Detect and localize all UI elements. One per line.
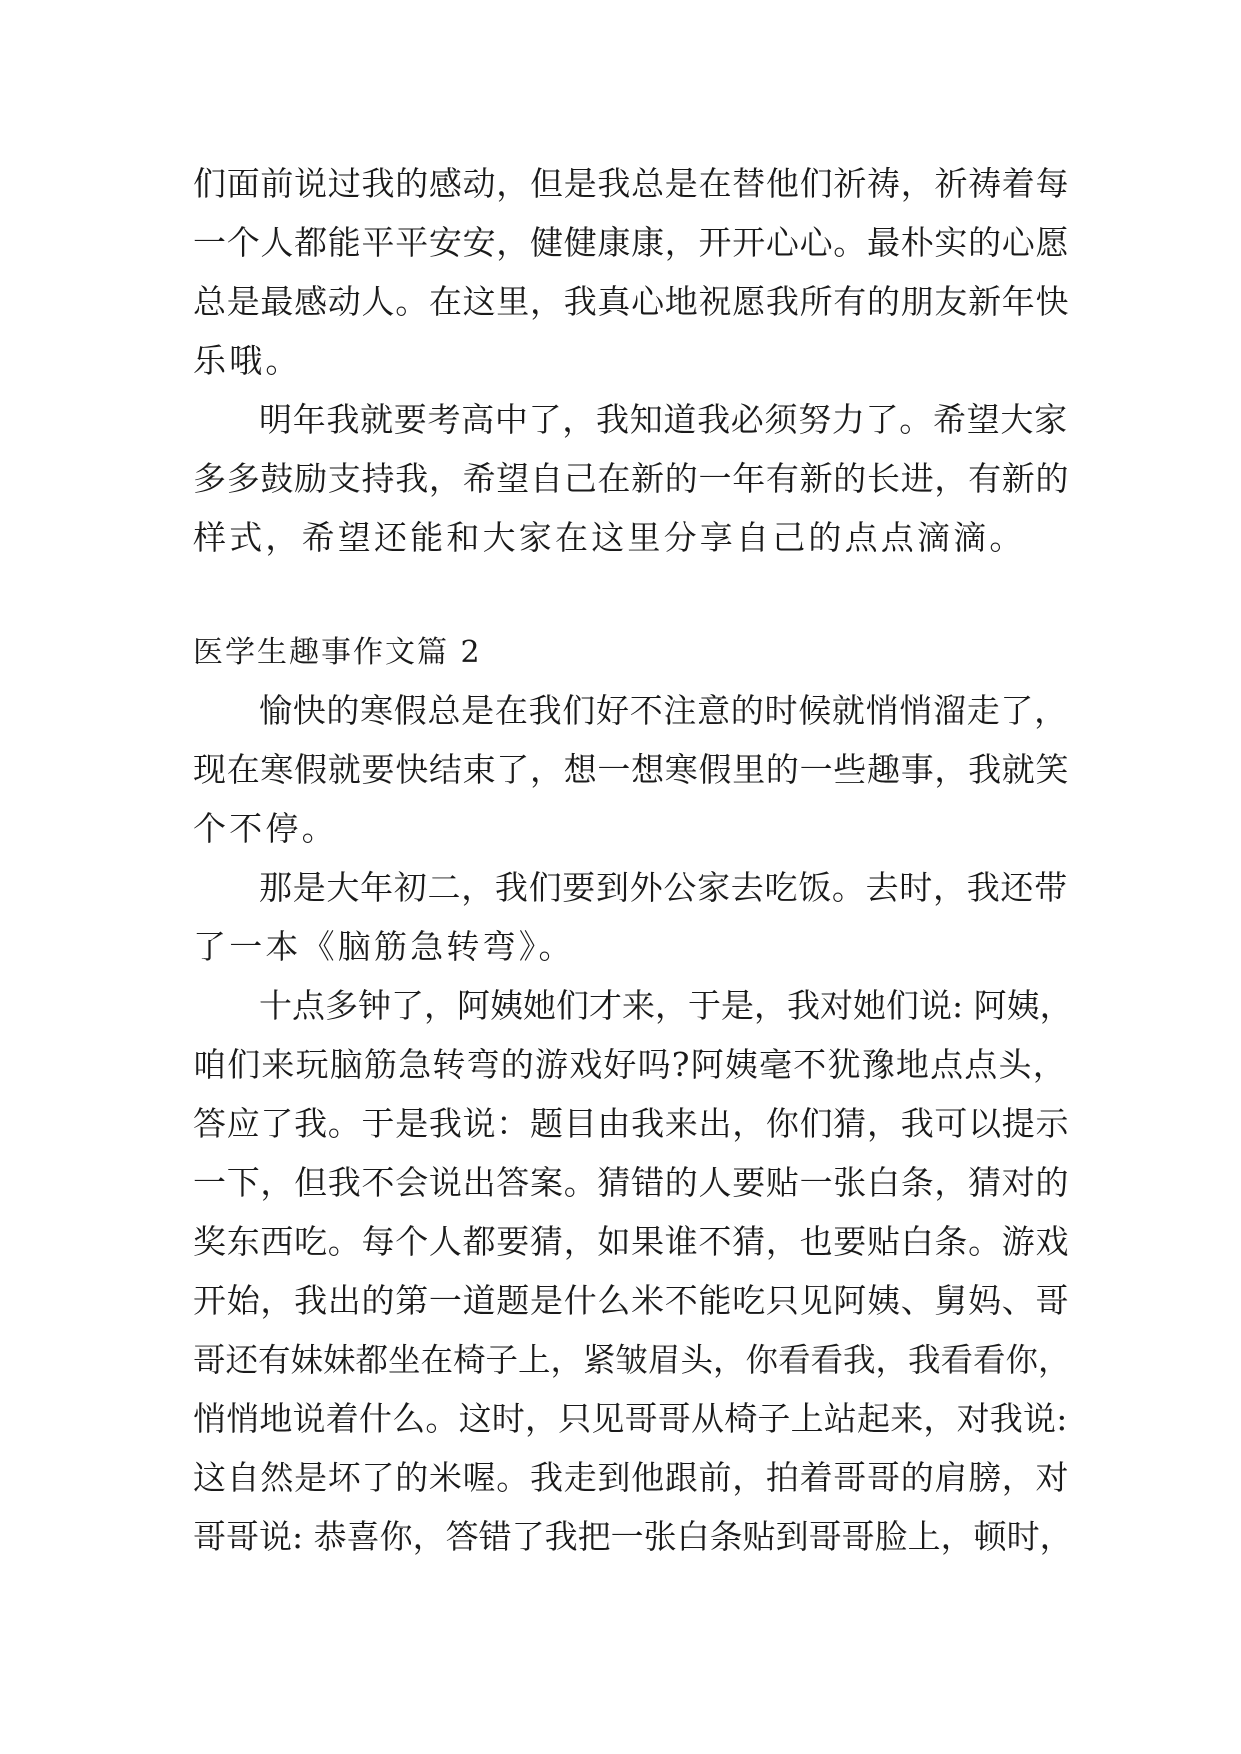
text-line: 总是最感动人。在这里，我真心地祝愿我所有的朋友新年快: [193, 282, 1070, 321]
text-line: 了一本《脑筋急转弯》。: [193, 927, 575, 966]
text-line: 一个人都能平平安安，健健康康，开开心心。最朴实的心愿: [193, 223, 1070, 262]
text-line: 个不停。: [193, 809, 338, 848]
text-line: 奖东西吃。每个人都要猜，如果谁不猜，也要贴白条。游戏: [193, 1222, 1070, 1261]
text-line: 悄悄地说着什么。这时，只见哥哥从椅子上站起来，对我说:: [193, 1399, 1068, 1438]
text-line: 多多鼓励支持我，希望自己在新的一年有新的长进，有新的: [193, 459, 1070, 498]
text-line: 那是大年初二，我们要到外公家去吃饭。去时，我还带: [259, 868, 1068, 907]
text-line: 乐哦。: [193, 341, 302, 380]
text-line: 答应了我。于是我说：题目由我来出，你们猜，我可以提示: [193, 1104, 1070, 1143]
text-line: 愉快的寒假总是在我们好不注意的时候就悄悄溜走了，: [259, 691, 1068, 730]
section-heading: 医学生趣事作文篇 2: [193, 635, 482, 670]
text-line: 开始，我出的第一道题是什么米不能吃只见阿姨、舅妈、哥: [193, 1281, 1070, 1320]
text-line: 十点多钟了，阿姨她们才来，于是，我对她们说: 阿姨，: [259, 986, 1073, 1025]
text-line: 们面前说过我的感动，但是我总是在替他们祈祷，祈祷着每: [193, 164, 1070, 203]
text-line: 这自然是坏了的米喔。我走到他跟前，拍着哥哥的肩膀，对: [193, 1458, 1070, 1497]
text-line: 哥还有妹妹都坐在椅子上，紧皱眉头，你看看我，我看看你，: [193, 1341, 1071, 1379]
text-line: 样式，希望还能和大家在这里分享自己的点点滴滴。: [193, 518, 1026, 557]
text-line: 哥哥说: 恭喜你，答错了我把一张白条贴到哥哥脸上，顿时，: [193, 1517, 1073, 1556]
text-line: 咱们来玩脑筋急转弯的游戏好吗?阿姨毫不犹豫地点点头，: [193, 1045, 1067, 1084]
text-line: 现在寒假就要快结束了，想一想寒假里的一些趣事，我就笑: [193, 750, 1070, 789]
text-line: 明年我就要考高中了，我知道我必须努力了。希望大家: [259, 400, 1068, 439]
text-line: 一下，但我不会说出答案。猜错的人要贴一张白条，猜对的: [193, 1163, 1070, 1202]
